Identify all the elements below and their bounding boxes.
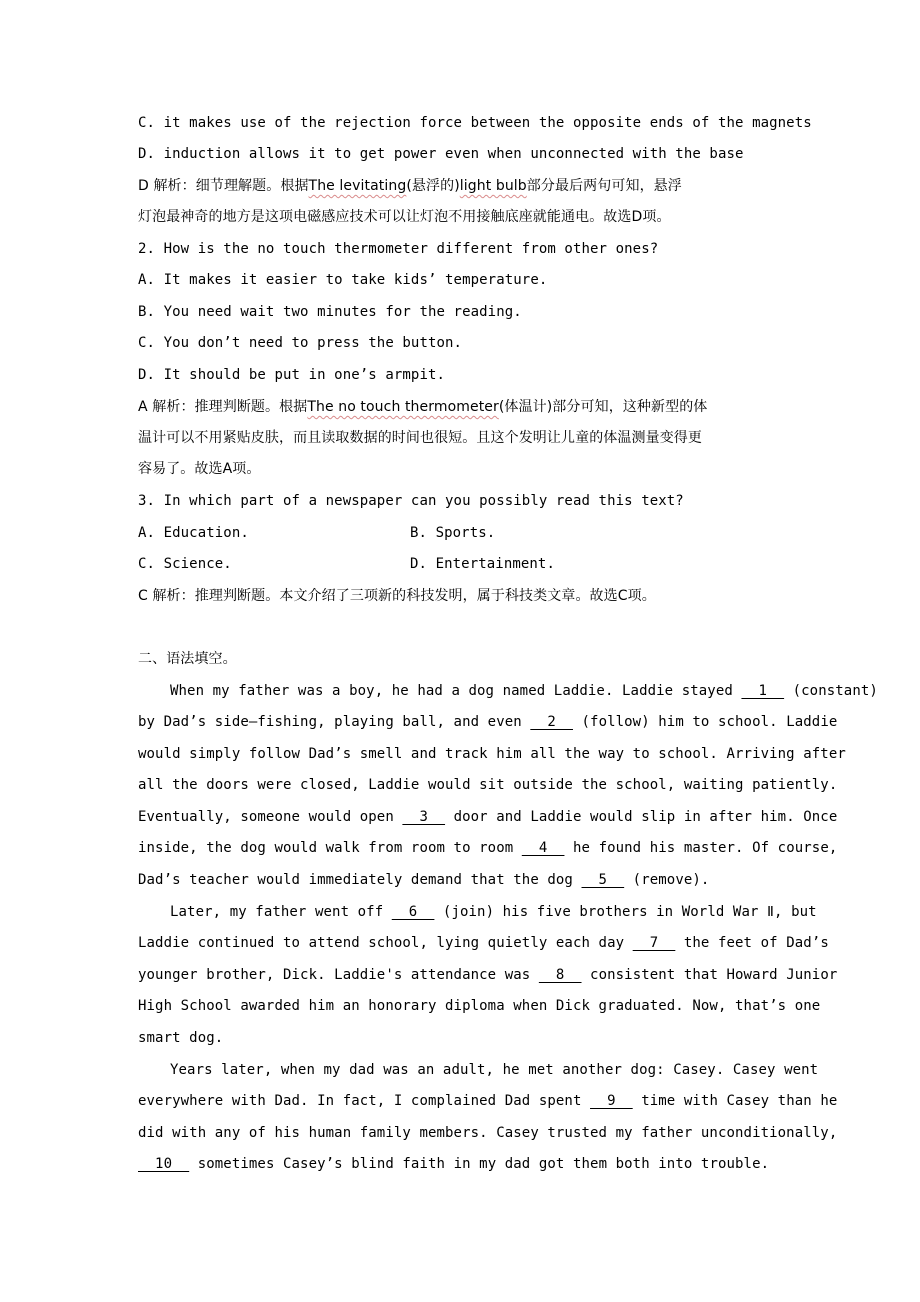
q3-options-row1 (138, 523, 496, 543)
passage-p2-line2 (138, 933, 829, 953)
text-run: he found his master. Of course, (564, 840, 838, 856)
text-run: Eventually, someone would open (138, 809, 403, 825)
passage-p2-line5: smart dog. (138, 1030, 224, 1046)
q2-explanation-prefix: 解析：推理判断题。根据 (147, 399, 308, 415)
passage-p1-line6 (138, 838, 837, 858)
blank-8[interactable]: 8 (538, 967, 582, 983)
passage-p1-line1 (170, 681, 878, 701)
q1-option-d: D. induction allows it to get power even when unconnected with the base (138, 146, 744, 162)
q3-option-d: D. Entertainment. (410, 556, 555, 572)
q3-option-c: C. Science. (138, 556, 232, 572)
passage-p1-line7 (138, 870, 709, 890)
passage-p1-line3: would simply follow Dad’s smell and track him all the way to school. Arriving after (138, 746, 846, 762)
passage-p1-line2 (138, 712, 837, 732)
q2-option-c: C. You don’t need to press the button. (138, 335, 463, 351)
blank-6[interactable]: 6 (391, 904, 435, 920)
blank-4[interactable]: 4 (521, 840, 565, 856)
passage-p3-line3: did with any of his human family members. Casey trusted my father unconditionally, (138, 1125, 838, 1141)
passage-p1-line4: all the doors were closed, Laddie would sit outside the school, waiting patiently. (138, 777, 838, 793)
q1-explanation-suffix: 部分最后两句可知，悬浮 (526, 178, 682, 194)
q2-explanation-suffix: (体温计)部分可知，这种新型的体 (498, 399, 708, 415)
q2-explanation (138, 397, 707, 417)
text-run: Laddie continued to attend school, lying quietly each day (138, 935, 633, 951)
text-run: (constant) (784, 683, 878, 699)
q2-term-thermometer: The no touch thermometer (307, 399, 499, 415)
q3-question: 3. In which part of a newspaper can you possibly read this text? (138, 493, 684, 509)
text-run: (remove). (624, 872, 710, 888)
q3-option-a: A. Education. (138, 525, 249, 541)
text-run: everywhere with Dad. In fact, I complained Dad spent (138, 1093, 591, 1109)
q2-option-b: B. You need wait two minutes for the reading. (138, 304, 522, 320)
passage-p1-line5 (138, 807, 837, 827)
passage-p2-line4: High School awarded him an honorary diploma when Dick graduated. Now, that’s one (138, 998, 821, 1014)
section-heading: 二、语法填空。 (138, 651, 237, 667)
blank-1[interactable]: 1 (741, 683, 785, 699)
blank-9[interactable]: 9 (590, 1093, 633, 1109)
q1-answer-letter: D (138, 178, 149, 194)
q3-explanation (138, 586, 656, 606)
q3-explanation-text: 解析：推理判断题。本文介绍了三项新的科技发明，属于科技类文章。故选C项。 (147, 588, 656, 604)
text-run: Later, my father went off (170, 904, 392, 920)
q2-explanation-line3: 容易了。故选A项。 (138, 461, 261, 477)
q3-option-b: B. Sports. (410, 525, 496, 541)
q1-term-levitating: The levitating (308, 178, 407, 194)
blank-5[interactable]: 5 (581, 872, 625, 888)
text-run: younger brother, Dick. Laddie's attendance was (138, 967, 539, 983)
blank-2[interactable]: 2 (530, 714, 573, 730)
q2-explanation-line2: 温计可以不用紧贴皮肤，而且读取数据的时间也很短。且这个发明让儿童的体温测量变得更 (138, 430, 702, 446)
q3-answer-letter: C (138, 588, 148, 604)
blank-7[interactable]: 7 (632, 935, 676, 951)
text-run: Dad’s teacher would immediately demand that the dog (138, 872, 582, 888)
text-run: When my father was a boy, he had a dog named Laddie. Laddie stayed (170, 683, 742, 699)
text-run: the feet of Dad’s (675, 935, 829, 951)
q1-explanation-line2: 灯泡最神奇的地方是这项电磁感应技术可以让灯泡不用接触底座就能通电。故选D项。 (138, 209, 671, 225)
blank-3[interactable]: 3 (402, 809, 446, 825)
q1-option-c: C. it makes use of the rejection force between the opposite ends of the magnets (138, 115, 812, 131)
text-run: door and Laddie would slip in after him. Once (445, 809, 838, 825)
q2-option-d: D. It should be put in one’s armpit. (138, 367, 446, 383)
passage-p2-line1 (170, 902, 817, 922)
q2-question: 2. How is the no touch thermometer different from other ones? (138, 241, 659, 257)
text-run: sometimes Casey’s blind faith in my dad got them both into trouble. (189, 1156, 770, 1172)
text-run: (follow) him to school. Laddie (572, 714, 838, 730)
blank-10[interactable]: 10 (138, 1156, 190, 1172)
text-run: (join) his five brothers in World War Ⅱ, but (434, 904, 817, 920)
q2-answer-letter: A (138, 399, 148, 415)
q2-option-a: A. It makes it easier to take kids’ temperature. (138, 272, 548, 288)
q1-term-levitating-cn: (悬浮的) (406, 178, 460, 194)
passage-p3-line1: Years later, when my dad was an adult, he met another dog: Casey. Casey went (170, 1062, 819, 1078)
q1-explanation (138, 176, 682, 196)
passage-p2-line3 (138, 965, 837, 985)
passage-p3-line4 (138, 1154, 769, 1174)
text-run: time with Casey than he (632, 1093, 838, 1109)
text-run: consistent that Howard Junior (581, 967, 838, 983)
q1-term-light-bulb: light bulb (459, 178, 527, 194)
q1-explanation-prefix: 解析：细节理解题。根据 (148, 178, 309, 194)
q3-options-row2 (138, 554, 555, 574)
text-run: inside, the dog would walk from room to room (138, 840, 522, 856)
text-run: by Dad’s side—fishing, playing ball, and even (138, 714, 531, 730)
passage-p3-line2 (138, 1091, 837, 1111)
